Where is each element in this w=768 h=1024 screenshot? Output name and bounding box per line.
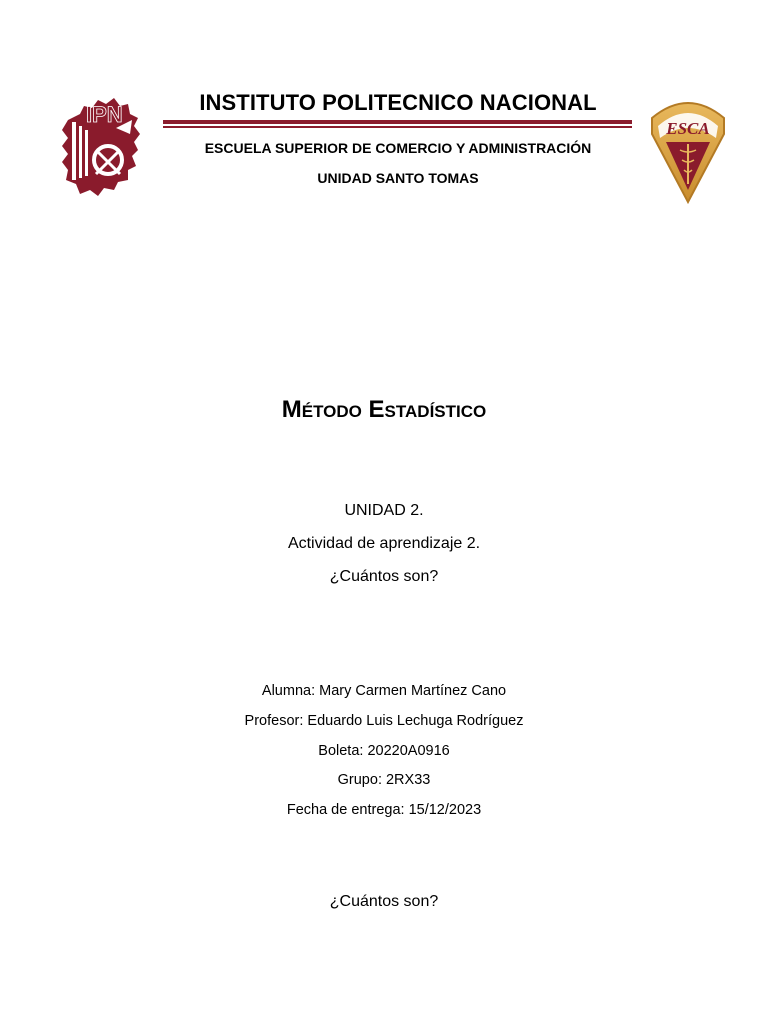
campus-name: UNIDAD SANTO TOMAS [317,170,479,186]
esca-logo-text: ESCA [666,119,710,138]
school-name: ESCUELA SUPERIOR DE COMERCIO Y ADMINISTRACIÓN [204,140,592,156]
institution-title: INSTITUTO POLITECNICO NACIONAL [199,90,597,115]
ipn-logo [58,90,144,204]
activity-question: ¿Cuántos son? [329,568,439,585]
student-id: Boleta: 20220A0916 [318,743,450,759]
group-label: Grupo: 2RX33 [337,772,431,788]
header-rule-thick [163,120,632,124]
delivery-date: Fecha de entrega: 15/12/2023 [286,802,482,818]
student-name: Alumna: Mary Carmen Martínez Cano [261,683,507,699]
section-heading: ¿Cuántos son? [329,893,439,910]
ipn-logo-text: IPN [86,102,123,127]
esca-logo [646,94,730,206]
teacher-name: Profesor: Eduardo Luis Lechuga Rodríguez [244,713,524,729]
header-rule-thin [163,126,632,128]
activity-name: Actividad de aprendizaje 2. [287,535,481,552]
unit-label: UNIDAD 2. [344,502,424,519]
document-title: Método Estadístico [281,396,487,423]
